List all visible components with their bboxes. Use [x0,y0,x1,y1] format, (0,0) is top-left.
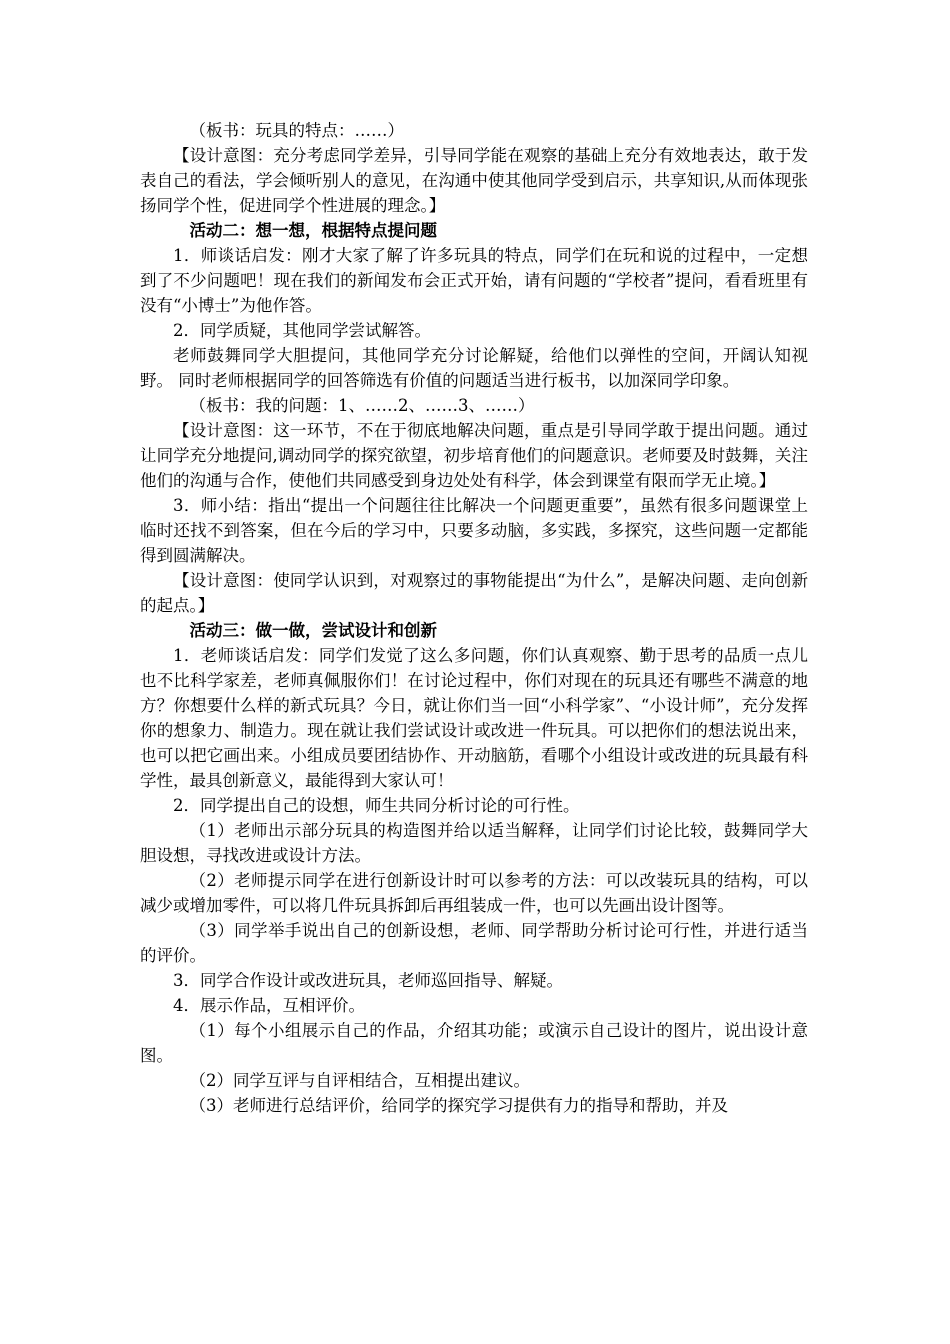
activity-3-step-2-sub-2: （2）老师提示同学在进行创新设计时可以参考的方法：可以改装玩具的结构，可以减少或增加零件，可以将几件玩具拆卸后再组装成一件，也可以先画出设计图等。 [140,871,808,915]
activity-3-heading: 活动三：做一做，尝试设计和创新 [189,621,437,640]
activity-3-step-4: 4．展示作品，互相评价。 [173,996,365,1015]
activity-3-step-2: 2．同学提出自己的设想，师生共同分析讨论的可行性。 [173,796,580,815]
activity-3-step-2-sub-1: （1）老师出示部分玩具的构造图并给以适当解释，让同学们讨论比较，鼓舞同学大胆设想，寻找改进或设计方法。 [140,821,808,865]
activity-3-step-1: 1．老师谈话启发：同学们发觉了这么多问题，你们认真观察、勤于思考的品质一点儿也不比科学家差，老师真佩服你们！在讨论过程中，你们对现在的玩具还有哪些不满意的地方？你想要什么样的新式玩具？今日，就让你们当一回“小科学家”、“小设计师”，充分发挥你的想象力、制造力。现在就让我们尝试设计或改进一件玩具。可以把你们的想法说出来，也可以把它画出来。小组成员要团结协作、开动脑筋，看哪个小组设计或改进的玩具最有科学性，最具创新意义，最能得到大家认可！ [140,646,808,790]
activity-3-step-3: 3．同学合作设计或改进玩具，老师巡回指导、解疑。 [173,971,563,990]
activity-3-step-2-sub-3: （3）同学举手说出自己的创新设想，老师、同学帮助分析讨论可行性，并进行适当的评价。 [140,921,808,965]
activity-2-teacher-note: 老师鼓舞同学大胆提问，其他同学充分讨论解疑，给他们以弹性的空间，开阔认知视野。 同时老师根据同学的回答筛选有价值的问题适当进行板书，以加深同学印象。 [140,346,808,390]
design-intent-1: 【设计意图：充分考虑同学差异，引导同学能在观察的基础上充分有效地表达，敢于发表自己的看法，学会倾听别人的意见，在沟通中使其他同学受到启示，共享知识,从而体现张扬同学个性，促进同学个性进展的理念。】 [140,146,808,215]
activity-3-step-4-sub-3: （3）老师进行总结评价，给同学的探究学习提供有力的指导和帮助，并及 [189,1096,728,1115]
document-page [140,118,808,1118]
activity-3-step-4-sub-2: （2）同学互评与自评相结合，互相提出建议。 [189,1071,530,1090]
activity-2-step-2: 2．同学质疑，其他同学尝试解答。 [173,321,431,340]
activity-2-heading: 活动二：想一想，根据特点提问题 [189,221,437,240]
design-intent-2: 【设计意图：这一环节，不在于彻底地解决问题，重点是引导同学敢于提出问题。通过让同学充分地提问,调动同学的探究欲望，初步培育他们的问题意识。老师要及时鼓舞，关注他们的沟通与合作，使他们共同感受到身边处处有科学，体会到课堂有限而学无止境。】 [140,421,808,490]
activity-2-step-3: 3．师小结：指出“提出一个问题往往比解决一个问题更重要”，虽然有很多问题课堂上临时还找不到答案，但在今后的学习中，只要多动脑，多实践，多探究，这些问题一定都能得到圆满解决。 [140,496,808,565]
design-intent-3: 【设计意图：使同学认识到，对观察过的事物能提出“为什么”，是解决问题、走向创新的起点。】 [140,571,808,615]
activity-3-step-4-sub-1: （1）每个小组展示自己的作品，介绍其功能；或演示自己设计的图片，说出设计意图。 [140,1021,808,1065]
board-note-features: （板书：玩具的特点：……） [189,121,404,140]
activity-2-step-1: 1．师谈话启发：刚才大家了解了许多玩具的特点，同学们在玩和说的过程中，一定想到了不少问题吧！现在我们的新闻发布会正式开始，请有问题的“学校者”提问，看看班里有没有“小博士”为他作答。 [140,246,808,315]
board-note-questions: （板书：我的问题：1、……2、……3、……） [189,396,535,415]
